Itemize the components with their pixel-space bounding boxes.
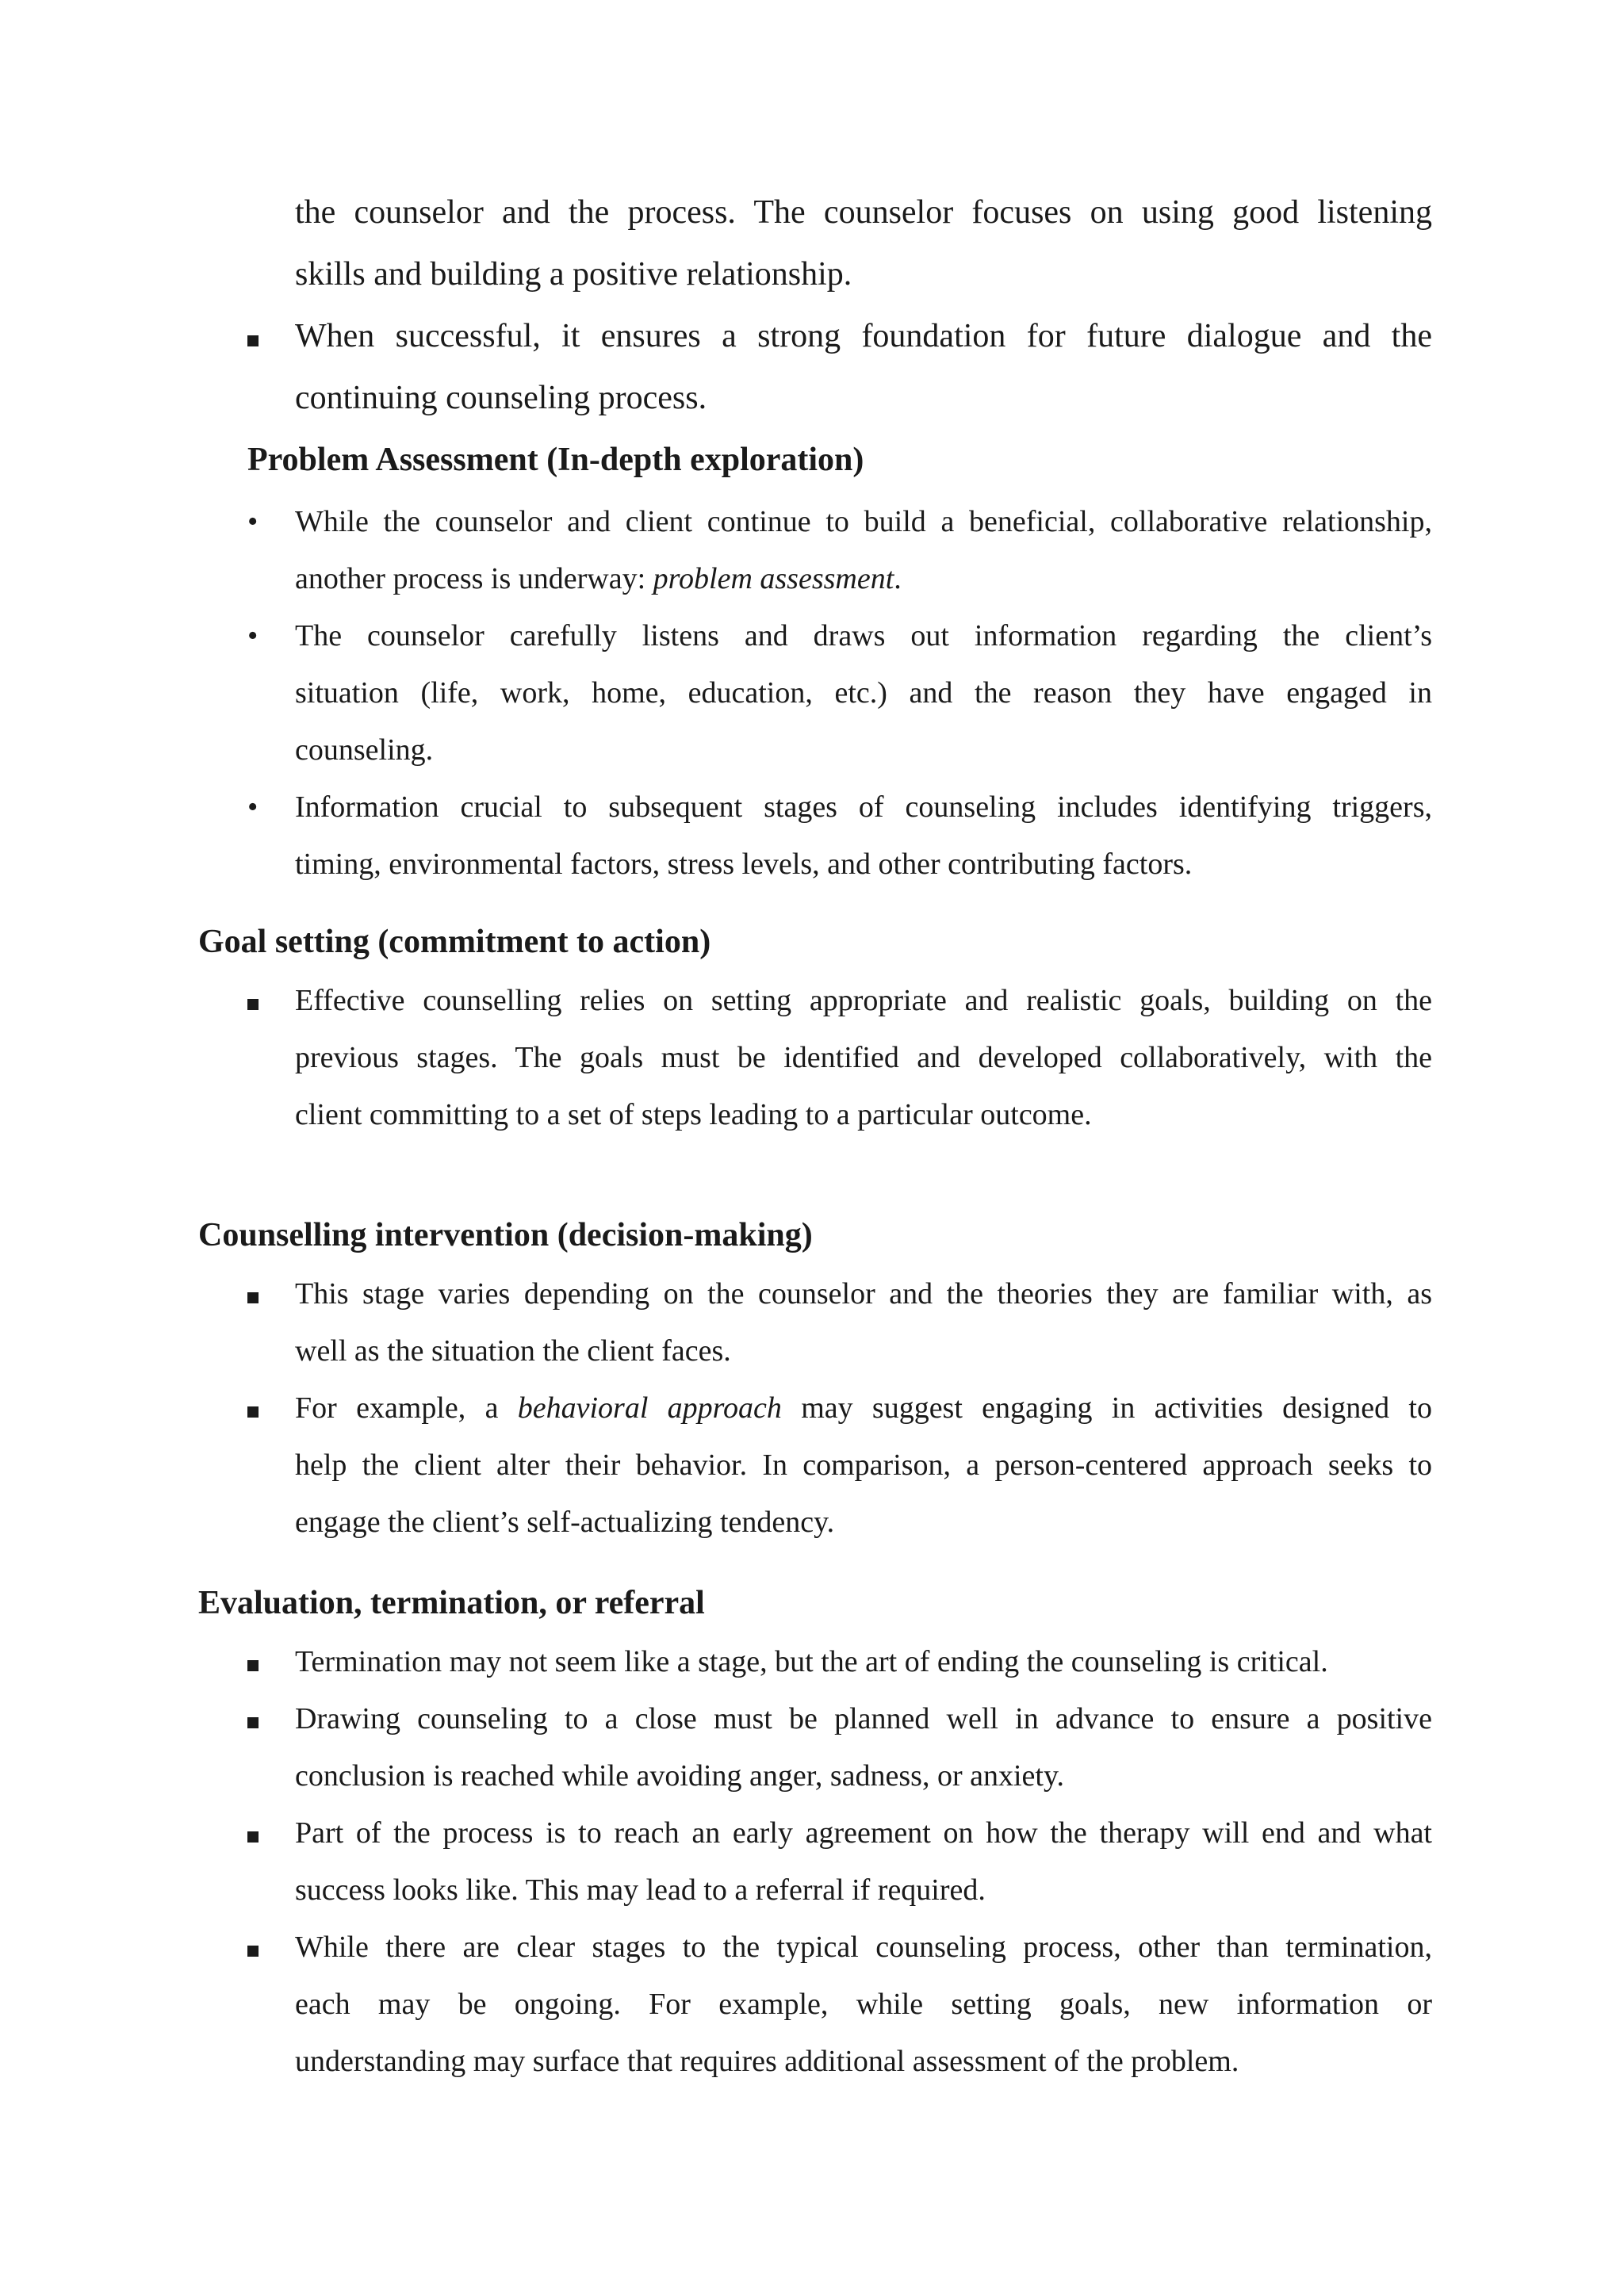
text-line: Drawing counseling to a close must be planned well in advance to ensure a positive	[295, 1702, 1432, 1735]
text-line: While there are clear stages to the typical counseling process, other than termination,	[295, 1931, 1432, 1964]
square-bullet-icon	[247, 1292, 259, 1303]
section-heading: Goal setting (commitment to action)	[198, 924, 711, 960]
text-line: While the counselor and client continue to build a beneficial, collaborative relationship,	[295, 505, 1432, 538]
square-bullet-icon	[247, 1660, 259, 1671]
text-line: situation (life, work, home, education, etc.) and the reason they have engaged in	[295, 676, 1432, 710]
text-line: Effective counselling relies on setting appropriate and realistic goals, building on the	[295, 984, 1432, 1017]
text-segment: may suggest engaging in activities designed to	[781, 1391, 1432, 1425]
square-bullet-icon	[247, 1831, 259, 1843]
text-line: the counselor and the process. The counselor focuses on using good listening	[295, 194, 1432, 231]
text-line: previous stages. The goals must be identified and developed collaboratively, with the	[295, 1041, 1432, 1074]
section-heading: Problem Assessment (In-depth exploration)	[247, 442, 864, 478]
dot-bullet-icon: •	[247, 505, 259, 538]
section-heading: Counselling intervention (decision-making)	[198, 1217, 813, 1253]
square-bullet-icon	[247, 1946, 259, 1957]
text-segment: another process is underway:	[295, 562, 653, 595]
text-line: skills and building a positive relationship.	[295, 256, 852, 293]
text-segment: .	[894, 562, 902, 595]
dot-bullet-icon: •	[247, 619, 259, 652]
text-line: each may be ongoing. For example, while setting goals, new information or	[295, 1988, 1432, 2021]
italic-term: behavioral approach	[517, 1391, 782, 1425]
text-line: success looks like. This may lead to a referral if required.	[295, 1873, 986, 1907]
text-line: continuing counseling process.	[295, 380, 707, 416]
text-line: conclusion is reached while avoiding anger, sadness, or anxiety.	[295, 1759, 1065, 1793]
text-line: This stage varies depending on the counselor and the theories they are familiar with, as	[295, 1277, 1432, 1311]
text-line: counseling.	[295, 733, 434, 767]
dot-bullet-icon: •	[247, 790, 259, 824]
italic-term: problem assessment	[653, 562, 894, 595]
text-line: engage the client’s self-actualizing tendency.	[295, 1506, 835, 1539]
square-bullet-icon	[247, 999, 259, 1010]
section-heading: Evaluation, termination, or referral	[198, 1585, 705, 1621]
text-line	[295, 1391, 1432, 1425]
square-bullet-icon	[247, 335, 259, 346]
text-line: client committing to a set of steps leading to a particular outcome.	[295, 1098, 1092, 1131]
text-line: Part of the process is to reach an early agreement on how the therapy will end and what	[295, 1816, 1432, 1850]
text-line: timing, environmental factors, stress levels, and other contributing factors.	[295, 848, 1193, 881]
text-line: Information crucial to subsequent stages of counseling includes identifying triggers,	[295, 790, 1432, 824]
square-bullet-icon	[247, 1717, 259, 1728]
text-line: The counselor carefully listens and draws out information regarding the client’s	[295, 619, 1432, 652]
text-line	[295, 561, 902, 596]
text-line: help the client alter their behavior. In comparison, a person-centered approach seeks to	[295, 1448, 1432, 1482]
text-line: When successful, it ensures a strong foundation for future dialogue and the	[295, 318, 1432, 354]
text-line: understanding may surface that requires additional assessment of the problem.	[295, 2045, 1239, 2078]
square-bullet-icon	[247, 1406, 259, 1418]
text-line: Termination may not seem like a stage, but the art of ending the counseling is critical.	[295, 1645, 1328, 1678]
text-line: well as the situation the client faces.	[295, 1334, 731, 1368]
text-segment: For example, a	[295, 1391, 518, 1425]
